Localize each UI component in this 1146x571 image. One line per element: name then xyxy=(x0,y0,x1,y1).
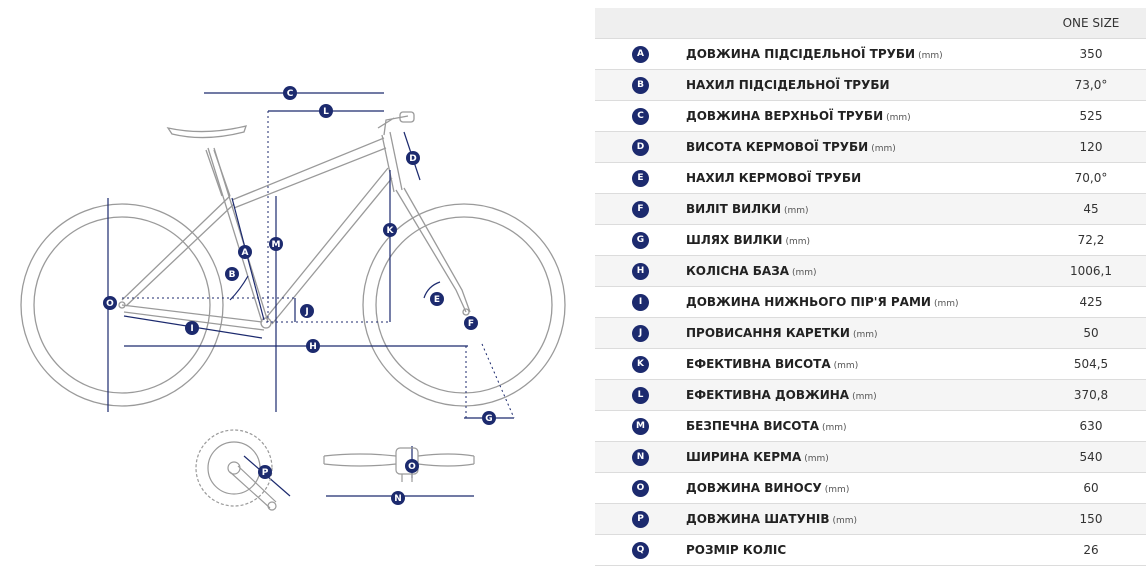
marker-letter: J xyxy=(305,307,309,318)
marker-badge xyxy=(405,459,419,473)
pedal-mount xyxy=(268,502,276,510)
measurement-label: ДОВЖИНА ШАТУНІВ xyxy=(686,512,830,526)
letter-badge: O xyxy=(632,480,649,497)
letter-badge: P xyxy=(632,511,649,528)
measurement-value: 630 xyxy=(1079,419,1103,433)
table-row xyxy=(595,473,1146,504)
seat-stay xyxy=(122,196,234,306)
measurement-name xyxy=(686,326,878,340)
letter-badge: I xyxy=(632,294,649,311)
table-body xyxy=(595,39,1146,566)
measurement-label: ВИЛІТ ВИЛКИ xyxy=(686,202,781,216)
marker-badge xyxy=(391,491,405,505)
marker-badge xyxy=(225,267,239,281)
top-tube xyxy=(232,138,386,208)
letter-badge: M xyxy=(632,418,649,435)
measurement-name xyxy=(686,543,789,557)
measurement-label: ШЛЯХ ВИЛКИ xyxy=(686,233,783,247)
letter-badge: L xyxy=(632,387,649,404)
measurement-name xyxy=(686,171,864,185)
measurement-unit: (mm) xyxy=(852,330,878,340)
table-row xyxy=(595,70,1146,101)
marker-badge xyxy=(482,411,496,425)
handlebar-top-view xyxy=(324,448,474,482)
letter-badge: H xyxy=(632,263,649,280)
dimension-markers xyxy=(103,86,496,505)
measurement-unit: (mm) xyxy=(918,51,943,61)
measurement-unit: (mm) xyxy=(832,516,858,526)
measurement-label: НАХИЛ КЕРМОВОЇ ТРУБИ xyxy=(686,171,862,185)
letter-badge: K xyxy=(632,356,649,373)
letter-badge: B xyxy=(632,77,649,94)
measurement-value: 26 xyxy=(1083,543,1099,557)
marker-letter: I xyxy=(190,324,194,335)
marker-letter: C xyxy=(286,89,294,100)
measurement-label: РОЗМІР КОЛІС xyxy=(686,543,787,557)
measurement-label: ДОВЖИНА НИЖНЬОГО ПІР'Я РАМИ xyxy=(686,295,931,309)
table-row xyxy=(595,101,1146,132)
measurement-label: КОЛІСНА БАЗА xyxy=(686,264,790,278)
marker-badge xyxy=(103,296,117,310)
measurement-value: 425 xyxy=(1079,295,1103,309)
measurement-name xyxy=(686,264,817,278)
measurement-value: 45 xyxy=(1083,202,1099,216)
measurement-label: НАХИЛ ПІДСІДЕЛЬНОЇ ТРУБИ xyxy=(686,78,890,92)
letter-badge: N xyxy=(632,449,649,466)
marker-letter: L xyxy=(323,107,329,118)
marker-badge xyxy=(319,104,333,118)
table-row xyxy=(595,442,1146,473)
marker-badge xyxy=(406,151,420,165)
dim-line-a xyxy=(232,198,264,320)
measurement-label: ДОВЖИНА ПІДСІДЕЛЬНОЇ ТРУБИ xyxy=(686,47,916,61)
measurement-value: 1006,1 xyxy=(1070,264,1112,278)
measurement-label: ВИСОТА КЕРМОВОЇ ТРУБИ xyxy=(686,140,869,154)
marker-badge xyxy=(300,304,314,318)
marker-letter: B xyxy=(228,270,236,281)
measurement-value: 370,8 xyxy=(1073,388,1109,402)
marker-letter: K xyxy=(386,226,394,237)
letter-badge: G xyxy=(632,232,649,249)
measurement-name xyxy=(686,512,857,526)
marker-letter: M xyxy=(271,240,281,251)
marker-badge xyxy=(185,321,199,335)
measurement-unit: (mm) xyxy=(785,237,811,247)
measurement-unit: (mm) xyxy=(804,454,829,464)
marker-badge xyxy=(430,292,444,306)
letter-badge: Q xyxy=(632,542,649,559)
measurement-unit: (mm) xyxy=(824,485,850,495)
measurement-unit: (mm) xyxy=(871,144,896,154)
measurement-label: ЕФЕКТИВНА ВИСОТА xyxy=(686,357,831,371)
letter-badge: F xyxy=(632,201,649,218)
bottom-bracket xyxy=(261,318,271,328)
measurement-name xyxy=(686,450,829,464)
measurement-name xyxy=(686,140,896,154)
chainring-inner xyxy=(208,442,260,494)
measurement-name xyxy=(686,202,809,216)
measurement-name xyxy=(686,78,893,92)
letter-badge: J xyxy=(632,325,649,342)
table-row xyxy=(595,411,1146,442)
measurement-value: 150 xyxy=(1079,512,1103,526)
measurement-value: 50 xyxy=(1083,326,1099,340)
letter-badge: A xyxy=(632,46,649,63)
measurement-value: 504,5 xyxy=(1073,357,1109,371)
table-row xyxy=(595,318,1146,349)
measurement-name xyxy=(686,295,959,309)
table-row xyxy=(595,194,1146,225)
measurement-unit: (mm) xyxy=(821,423,847,433)
table-row xyxy=(595,163,1146,194)
table-header xyxy=(595,8,1146,39)
letter-badge: E xyxy=(632,170,649,187)
marker-letter: E xyxy=(433,295,441,306)
measurement-label: ДОВЖИНА ВИНОСУ xyxy=(686,481,822,495)
marker-letter: O xyxy=(106,299,114,310)
measurement-name xyxy=(686,233,810,247)
measurement-name xyxy=(686,388,877,402)
table-row xyxy=(595,349,1146,380)
marker-badge xyxy=(238,245,252,259)
measurement-unit: (mm) xyxy=(852,392,877,402)
marker-letter: O xyxy=(408,462,416,473)
geometry-table xyxy=(595,8,1146,566)
table-row xyxy=(595,380,1146,411)
marker-letter: H xyxy=(309,342,317,353)
table-row xyxy=(595,504,1146,535)
stem-body xyxy=(402,474,412,482)
dimension-lines xyxy=(108,93,514,496)
marker-badge xyxy=(283,86,297,100)
measurement-value: 525 xyxy=(1079,109,1103,123)
saddle xyxy=(168,126,246,138)
marker-letter: N xyxy=(394,494,402,505)
stem-handlebar xyxy=(378,116,408,135)
handlebar-bar xyxy=(324,454,474,466)
table-row xyxy=(595,256,1146,287)
measurement-name xyxy=(686,419,847,433)
measurement-label: ЕФЕКТИВНА ДОВЖИНА xyxy=(686,388,850,402)
measurement-label: ШИРИНА КЕРМА xyxy=(686,450,802,464)
marker-badge xyxy=(258,465,272,479)
table-row xyxy=(595,535,1146,566)
head-tube xyxy=(382,132,402,192)
measurement-value: 72,2 xyxy=(1077,233,1105,247)
measurement-name xyxy=(686,481,849,495)
measurement-value: 350 xyxy=(1079,47,1103,61)
marker-badge xyxy=(269,237,283,251)
front-wheel-rim xyxy=(376,217,552,393)
measurement-unit: (mm) xyxy=(933,299,959,309)
marker-letter: P xyxy=(261,468,269,479)
marker-badge xyxy=(306,339,320,353)
marker-letter: D xyxy=(409,154,417,165)
measurement-value: 60 xyxy=(1083,481,1099,495)
measurement-label: БЕЗПЕЧНА ВИСОТА xyxy=(686,419,819,433)
measurement-label: ПРОВИСАННЯ КАРЕТКИ xyxy=(686,326,850,340)
measurement-value: 70,0° xyxy=(1074,171,1108,185)
size-column-header: ONE SIZE xyxy=(1062,16,1120,30)
measurement-value: 120 xyxy=(1079,140,1103,154)
measurement-unit: (mm) xyxy=(792,268,817,278)
table-row xyxy=(595,225,1146,256)
bike-frame-drawing xyxy=(21,112,565,406)
measurement-name xyxy=(686,47,943,61)
measurement-label: ДОВЖИНА ВЕРХНЬОЇ ТРУБИ xyxy=(686,109,884,123)
table-row xyxy=(595,39,1146,70)
marker-letter: F xyxy=(467,319,475,330)
table-row xyxy=(595,287,1146,318)
reference-dotted-lines xyxy=(122,111,514,418)
letter-badge: C xyxy=(632,108,649,125)
crank-spindle xyxy=(228,462,240,474)
seat-tube xyxy=(208,148,268,322)
marker-badge xyxy=(464,316,478,330)
measurement-unit: (mm) xyxy=(886,113,911,123)
measurement-name xyxy=(686,109,911,123)
table-row xyxy=(595,132,1146,163)
measurement-value: 73,0° xyxy=(1074,78,1108,92)
measurement-name xyxy=(686,357,858,371)
down-tube xyxy=(266,168,392,324)
measurement-unit: (mm) xyxy=(833,361,859,371)
marker-letter: A xyxy=(241,248,249,259)
marker-letter: G xyxy=(485,414,493,425)
letter-badge: D xyxy=(632,139,649,156)
measurement-value: 540 xyxy=(1079,450,1103,464)
measurement-unit: (mm) xyxy=(784,206,809,216)
marker-badge xyxy=(383,223,397,237)
